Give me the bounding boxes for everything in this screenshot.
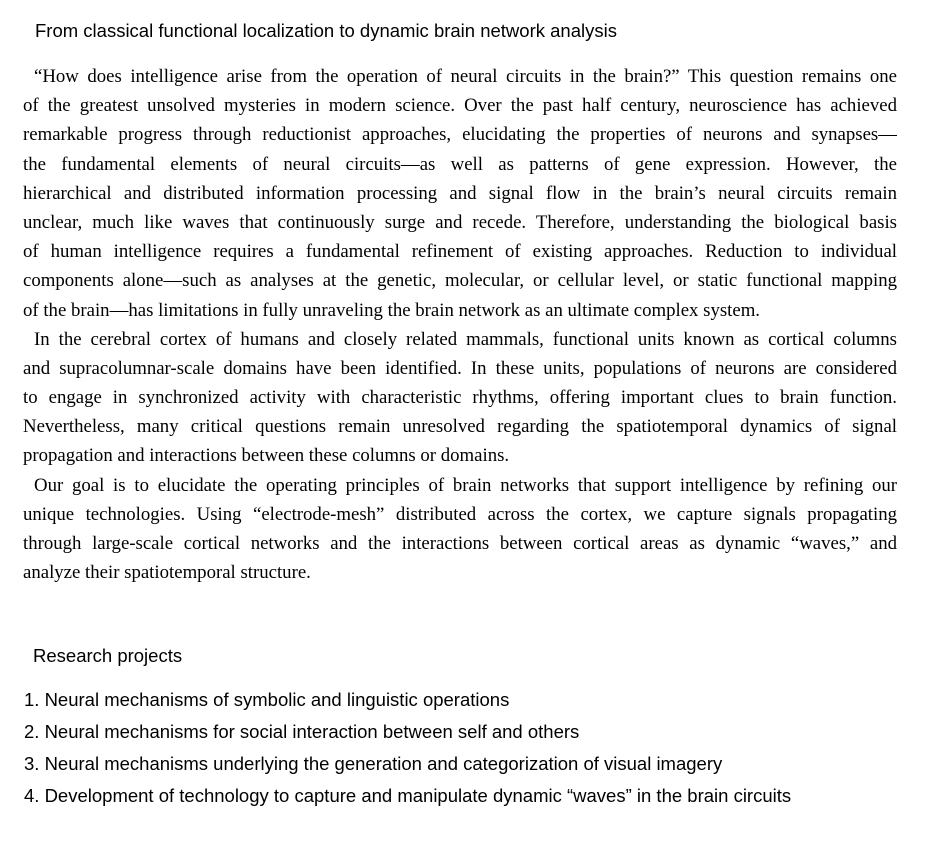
paragraph-line: through large-scale cortical networks and the interactions between cortical areas as dynamic “waves,” and [23, 533, 897, 554]
paragraph-line: “How does intelligence arise from the operation of neural circuits in the brain?” This question remains one [34, 66, 897, 87]
paragraph-line: the fundamental elements of neural circuits—as well as patterns of gene expression. However, the [23, 153, 897, 175]
paragraph-line: analyze their spatiotemporal structure. [23, 562, 311, 584]
paragraph-line: remarkable progress through reductionist approaches, elucidating the properties of neurons and synapses— [23, 124, 897, 146]
section-heading-research-projects: Research projects [33, 645, 183, 666]
paragraph-line: to engage in synchronized activity with characteristic rhythms, offering important clues to brain function. [23, 387, 897, 409]
paragraph-2 [23, 325, 897, 471]
paragraph-line: Nevertheless, many critical questions remain unresolved regarding the spatiotemporal dynamics of signal [23, 416, 897, 438]
project-item-1: 1. Neural mechanisms of symbolic and linguistic operations [24, 689, 510, 710]
paragraph-3 [23, 471, 897, 588]
paragraph-line: hierarchical and distributed information processing and signal flow in the brain’s neural circuits remain [23, 182, 897, 204]
paragraph-1 [23, 62, 897, 325]
project-item-3: 3. Neural mechanisms underlying the generation and categorization of visual imagery [24, 753, 723, 774]
paragraph-line: unclear, much like waves that continuously surge and recede. Therefore, understanding the biological basis [23, 211, 897, 233]
project-item-2: 2. Neural mechanisms for social interaction between self and others [24, 721, 580, 742]
document-body [23, 62, 897, 587]
paragraph-line: of the greatest unsolved mysteries in modern science. Over the past half century, neuroscience has achieved [23, 95, 897, 117]
paragraph-line: of human intelligence requires a fundamental refinement of existing approaches. Reduction to individual [23, 241, 897, 263]
paragraph-line: unique technologies. Using “electrode-mesh” distributed across the cortex, we capture signals propagating [23, 503, 897, 525]
paragraph-line: and supracolumnar-scale domains have been identified. In these units, populations of neurons are considered [23, 357, 897, 379]
document-title: From classical functional localization to dynamic brain network analysis [35, 20, 617, 41]
paragraph-line: components alone—such as analyses at the genetic, molecular, or cellular level, or static functional mapping [23, 270, 897, 292]
project-item-4: 4. Development of technology to capture and manipulate dynamic “waves” in the brain circuits [24, 785, 792, 806]
paragraph-line: propagation and interactions between these columns or domains. [23, 445, 510, 467]
paragraph-line: In the cerebral cortex of humans and closely related mammals, functional units known as cortical columns [34, 328, 897, 350]
research-projects-list [24, 684, 914, 812]
paragraph-line: Our goal is to elucidate the operating principles of brain networks that support intelligence by refining our [34, 474, 897, 496]
paragraph-line: of the brain—has limitations in fully unraveling the brain network as an ultimate complex system. [23, 299, 760, 321]
